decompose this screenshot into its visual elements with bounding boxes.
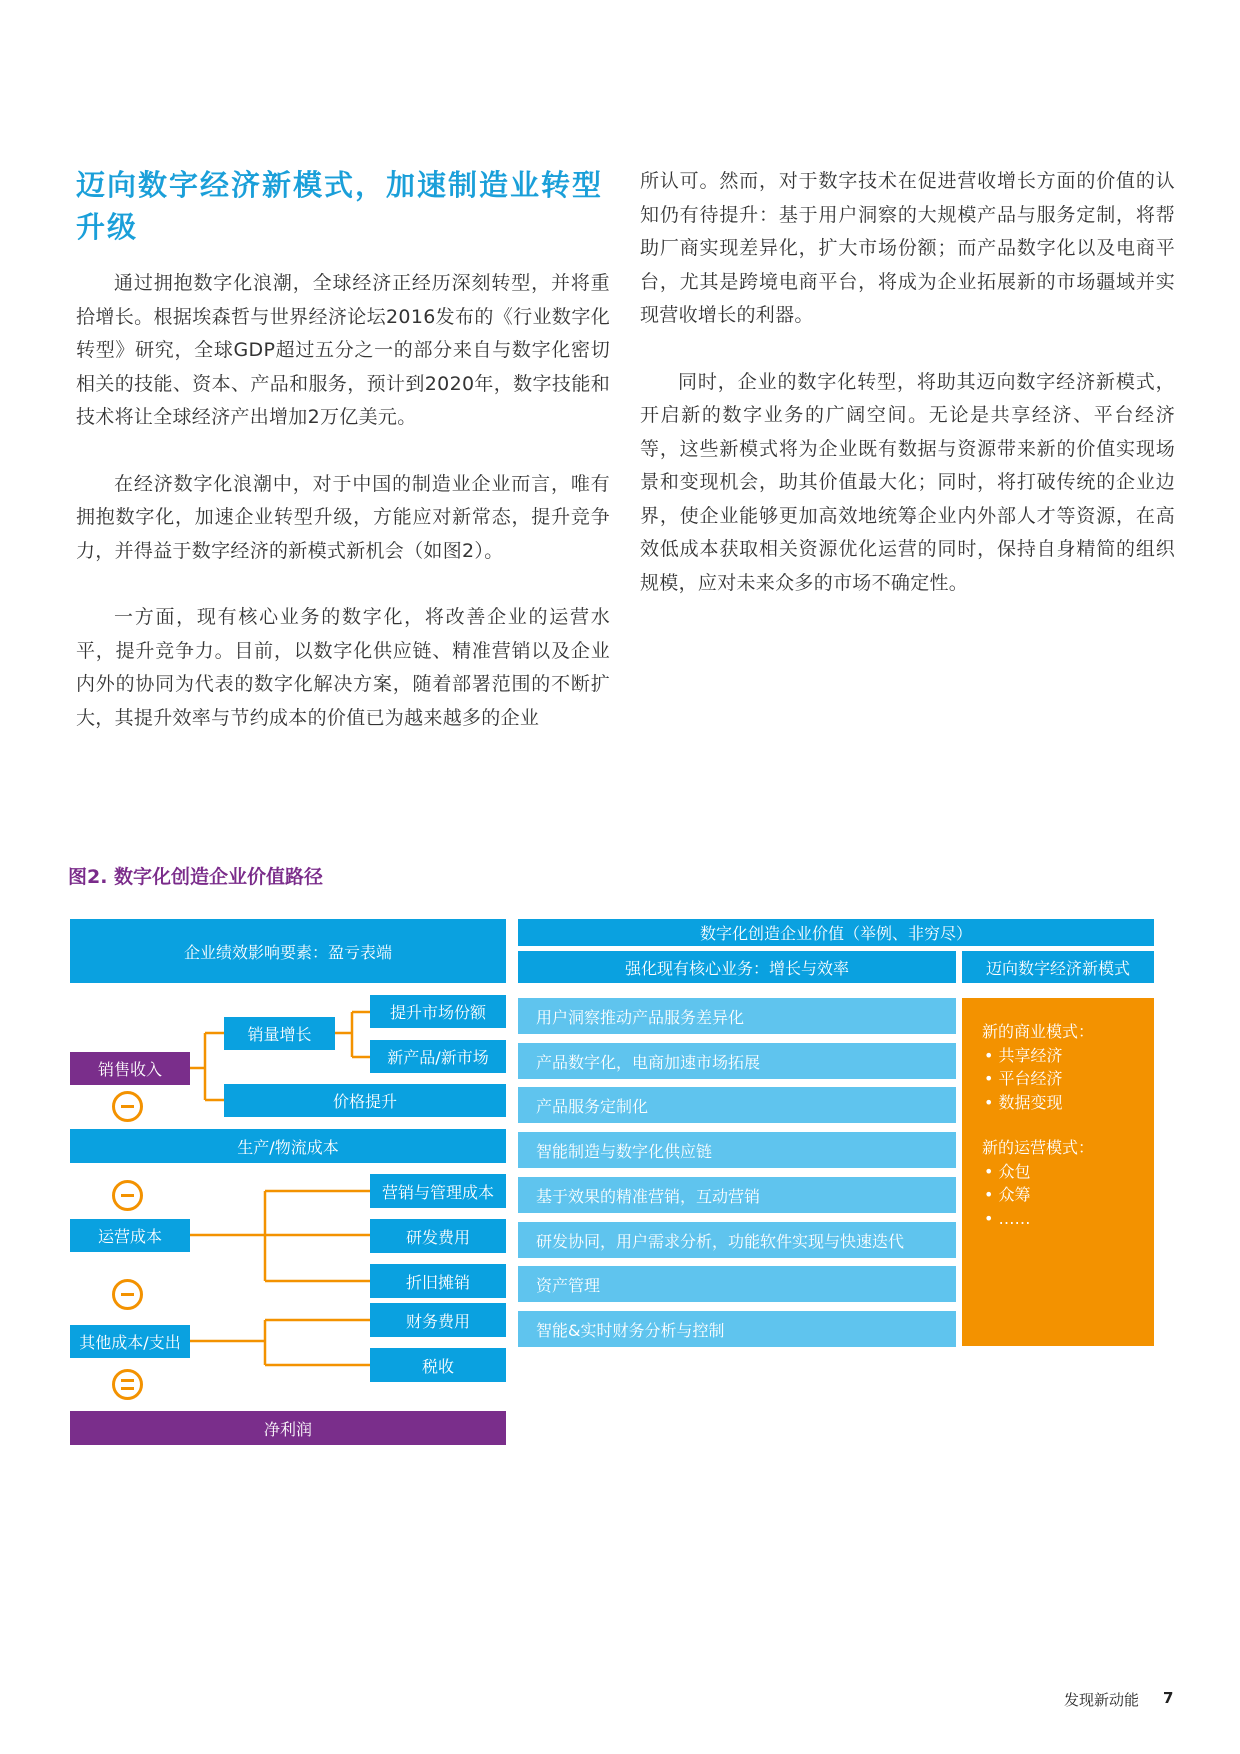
core-item: 用户洞察推动产品服务差异化 [518,998,956,1034]
new-ops-title: 新的运营模式： [982,1138,1095,1157]
left-header: 企业绩效影响要素：盈亏表端 [70,919,506,983]
paragraph: 在经济数字化浪潮中，对于中国的制造业企业而言，唯有拥抱数字化，加速企业转型升级，方能应对新常态，提升竞争力，并得益于数字经济的新模式新机会（如图2）。 [76,472,610,562]
paragraph: 通过拥抱数字化浪潮，全球经济正经历深刻转型，并将重拾增长。根据埃森哲与世界经济论坛2016发布的《行业数字化转型》研究，全球GDP超过五分之一的部分来自与数字化密切相关的技能、资本、产品和服务，预计到2020年，数字技能和技术将让全球经济产出增加2万亿美元。 [76,272,610,428]
depreciation-box: 折旧摊销 [370,1264,506,1298]
core-item: 智能&实时财务分析与控制 [518,1311,956,1347]
new-business-item: • 共享经济 [984,1045,1063,1065]
minus-operator-icon [112,1091,143,1122]
core-item: 研发协同，用户需求分析，功能软件实现与快速迭代 [518,1222,956,1258]
footer-title: 发现新动能 [1064,1691,1140,1709]
marketing-cost-box: 营销与管理成本 [370,1174,506,1208]
paragraph: 所认可。然而，对于数字技术在促进营收增长方面的价值的认知仍有待提升：基于用户洞察的大规模产品与服务定制，将帮助厂商实现差异化，扩大市场份额；而产品数字化以及电商平台，尤其是跨境电商平台，将成为企业拓展新的市场疆域并实现营收增长的利器。 [640,170,1175,326]
core-item: 资产管理 [518,1266,956,1302]
net-profit-box: 净利润 [70,1411,506,1445]
other-cost-box: 其他成本/支出 [70,1325,190,1358]
new-ops-item: • 众筹 [984,1185,1031,1204]
new-products-box: 新产品/新市场 [370,1040,506,1073]
new-ops-item: • …… [984,1208,1031,1228]
volume-growth-box: 销量增长 [224,1017,335,1050]
operating-cost-box: 运营成本 [70,1219,190,1252]
core-item: 智能制造与数字化供应链 [518,1132,956,1168]
new-business-item: • 数据变现 [984,1092,1063,1112]
new-business-item: • 平台经济 [984,1069,1063,1088]
section-heading: 迈向数字经济新模式，加速制造业转型升级 [76,168,604,244]
new-model-panel [962,998,1154,1346]
minus-operator-icon [112,1180,143,1211]
tax-box: 税收 [370,1348,506,1382]
core-item: 基于效果的精准营销，互动营销 [518,1177,956,1213]
finance-cost-box: 财务费用 [370,1303,506,1337]
new-business-title: 新的商业模式： [982,1022,1095,1041]
sales-revenue-box: 销售收入 [70,1052,190,1085]
core-item: 产品服务定制化 [518,1087,956,1123]
paragraph: 同时，企业的数字化转型，将助其迈向数字经济新模式，开启新的数字业务的广阔空间。无论是共享经济、平台经济等，这些新模式将为企业既有数据与资源带来新的价值实现场景和变现机会，助其价值最大化；同时，将打破传统的企业边界，使企业能够更加高效地统筹企业内外部人才等资源，在高效低成本获取相关资源优化运营的同时，保持自身精简的组织规模，应对未来众多的市场不确定性。 [640,370,1175,594]
right-header: 数字化创造企业价值（举例、非穷尽） [518,919,1154,946]
equals-operator-icon [112,1369,143,1400]
core-business-header: 强化现有核心业务：增长与效率 [518,951,956,983]
rd-cost-box: 研发费用 [370,1219,506,1253]
core-item: 产品数字化，电商加速市场拓展 [518,1043,956,1079]
minus-operator-icon [112,1279,143,1310]
market-share-box: 提升市场份额 [370,995,506,1028]
price-increase-box: 价格提升 [224,1084,506,1117]
new-ops-item: • 众包 [984,1161,1031,1181]
paragraph: 一方面，现有核心业务的数字化，将改善企业的运营水平，提升竞争力。目前，以数字化供应链、精准营销以及企业内外的协同为代表的数字化解决方案，随着部署范围的不断扩大，其提升效率与节约成本的价值已为越来越多的企业 [76,606,610,729]
production-cost-box: 生产/物流成本 [70,1129,506,1163]
page-number: 7 [1163,1689,1174,1707]
figure-title: 图2. 数字化创造企业价值路径 [68,866,324,888]
new-model-header: 迈向数字经济新模式 [962,951,1154,983]
